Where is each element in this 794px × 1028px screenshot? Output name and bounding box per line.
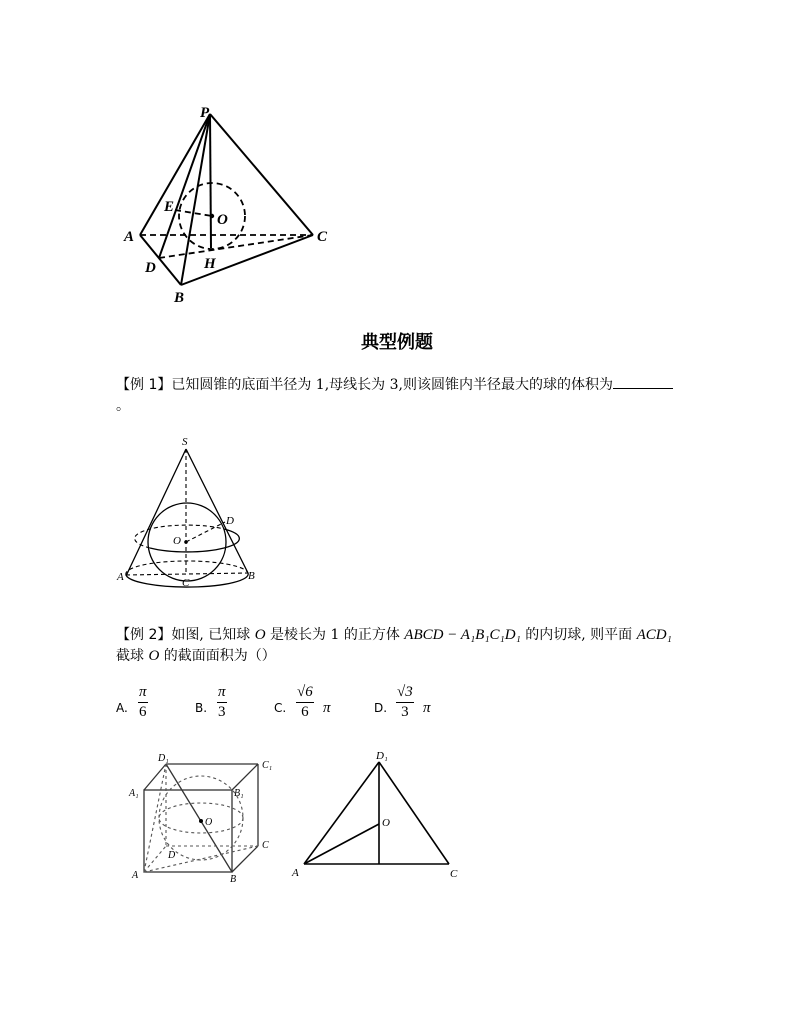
example-2-tag: 【例 2】 <box>116 627 172 643</box>
triangle-label-D1: D₁ <box>376 750 388 762</box>
choice-b-numerator: π <box>218 684 226 700</box>
choice-b-fraction <box>217 684 227 721</box>
cube-label-A1: A₁ <box>129 788 139 799</box>
example-1-question: 已知圆锥的底面半径为 1,母线长为 3,则该圆锥内半径最大的球的体积为 <box>171 377 613 393</box>
ball-symbol-2: O <box>148 648 160 664</box>
choice-d-denominator: 3 <box>401 704 409 720</box>
plane-symbol: ACD₁ <box>636 627 672 643</box>
example-2-part1: 如图, 已知球 <box>171 627 255 643</box>
choice-b-label: B. <box>195 701 208 715</box>
choice-b-denominator: 3 <box>218 704 226 720</box>
choice-c-fraction <box>296 684 314 721</box>
choice-d-pi: π <box>423 700 431 716</box>
cone-label-O: O <box>173 535 181 547</box>
cone-label-B: B <box>248 570 255 582</box>
choice-a-denominator: 6 <box>139 704 147 720</box>
example-1-end: 。 <box>116 398 130 414</box>
example-2-part3: 的内切球, 则平面 <box>520 627 637 643</box>
label-A: A <box>124 229 135 245</box>
cube-label-O: O <box>205 817 213 828</box>
choice-d-label: D. <box>374 701 388 715</box>
cone-label-C: C <box>182 577 190 589</box>
cube-label-C: C <box>262 840 269 851</box>
example-2-part5: 的截面面积为（） <box>159 648 276 664</box>
example-2-part2: 是棱长为 1 的正方体 <box>265 627 405 643</box>
triangle-label-O: O <box>382 817 390 829</box>
label-D: D <box>145 260 156 276</box>
page-title: 典型例题 <box>361 332 433 353</box>
label-C: C <box>317 229 328 245</box>
choice-a-label: A. <box>116 701 128 715</box>
cube-label-D1: D₁ <box>158 753 169 764</box>
cube-label-A: A <box>132 870 139 881</box>
choice-c-label: C. <box>274 701 287 715</box>
label-E: E <box>164 199 175 215</box>
tetrahedron-figure <box>120 98 340 308</box>
cone-label-D: D <box>226 515 234 527</box>
example-1-tag: 【例 1】 <box>116 377 172 393</box>
choice-a-fraction <box>138 684 148 721</box>
choice-c-pi: π <box>323 700 331 716</box>
triangle-label-A: A <box>292 867 299 879</box>
ball-symbol: O <box>254 627 266 643</box>
cube-label-C1: C₁ <box>262 760 273 771</box>
cube-label-B: B <box>230 874 237 884</box>
cone-label-S: S <box>182 436 188 448</box>
label-P: P <box>200 105 210 121</box>
example-1-text <box>116 375 686 417</box>
cone-figure <box>114 432 274 592</box>
choice-d-numerator: √3 <box>397 684 413 700</box>
example-2-part4: 截球 <box>116 648 149 664</box>
cone-label-A: A <box>117 571 124 583</box>
choice-c-numerator: √6 <box>297 684 313 700</box>
label-O: O <box>217 212 228 228</box>
choice-c-denominator: 6 <box>301 704 309 720</box>
cube-label-B1: B₁ <box>234 788 244 799</box>
triangle-label-C: C <box>450 868 458 880</box>
choice-a-numerator: π <box>139 684 147 700</box>
label-H: H <box>204 256 216 272</box>
choice-d-fraction <box>396 684 414 721</box>
answer-blank <box>613 375 673 389</box>
triangle-figure <box>288 748 468 884</box>
cube-label-D: D <box>168 850 176 861</box>
cube-figure <box>126 748 282 884</box>
label-B: B <box>174 290 185 306</box>
cube-symbol: ABCD − A₁B₁C₁D₁ <box>404 627 521 643</box>
example-2-text <box>116 625 686 667</box>
